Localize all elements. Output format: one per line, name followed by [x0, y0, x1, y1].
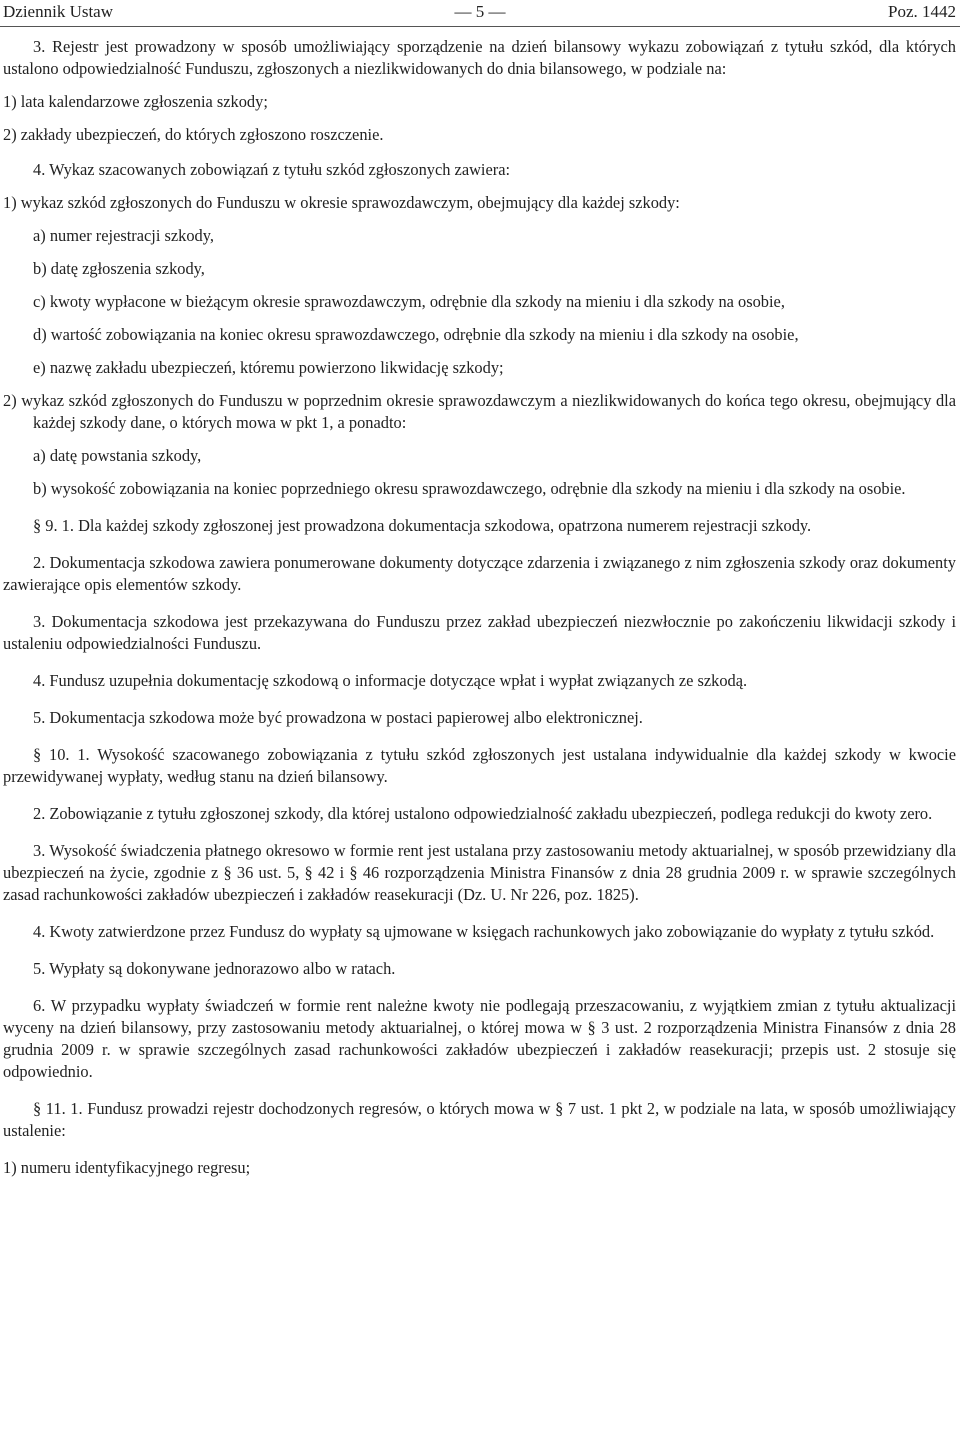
paragraph: 2. Zobowiązanie z tytułu zgłoszonej szkody, dla której ustalono odpowiedzialność zakładu ubezpieczeń, podlega redukcji do kwoty zero. [33, 804, 933, 823]
paragraph: 3. Rejestr jest prowadzony w sposób umożliwiający sporządzenie na dzień bilansowy wykazu zobowiązań z tytułu szkód, dla których ustalono odpowiedzialność Funduszu, zgłoszonych a niezlikwidowanych do dnia bilansowego, w podziale na: [3, 37, 956, 78]
page-header [0, 0, 960, 27]
sub-list-item: d) wartość zobowiązania na koniec okresu sprawozdawczego, odrębnie dla szkody na mieniu i dla szkody na osobie, [33, 325, 799, 344]
paragraph: 4. Kwoty zatwierdzone przez Fundusz do wypłaty są ujmowane w księgach rachunkowych jako zobowiązanie do wypłaty z tytułu szkód. [33, 922, 935, 941]
position-number: Poz. 1442 [888, 2, 956, 21]
list-item: 2) wykaz szkód zgłoszonych do Funduszu w poprzednim okresie sprawozdawczym a niezlikwidowanych do końca tego okresu, obejmujący dla każdej szkody dane, o których mowa w pkt 1, a ponadto: [3, 391, 956, 432]
sub-list-item: b) datę zgłoszenia szkody, [33, 259, 205, 278]
sub-list-item: c) kwoty wypłacone w bieżącym okresie sprawozdawczym, odrębnie dla szkody na mieniu i dla szkody na osobie, [33, 292, 785, 311]
paragraph: 3. Dokumentacja szkodowa jest przekazywana do Funduszu przez zakład ubezpieczeń niezwłocznie po zakończeniu likwidacji szkody i ustaleniu odpowiedzialności Funduszu. [3, 612, 956, 653]
list-item: 2) zakłady ubezpieczeń, do których zgłoszono roszczenie. [3, 125, 384, 144]
paragraph: 3. Wysokość świadczenia płatnego okresowo w formie rent jest ustalana przy zastosowaniu metody aktuarialnej, w sposób przewidziany dla ubezpieczeń na życie, zgodnie z § 36 ust. 5, § 42 i § 46 rozporządzenia Ministra Finansów z dnia 28 grudnia 2009 r. w sprawie szczególnych zasad rachunkowości zakładów ubezpieczeń i zakładów reasekuracji (Dz. U. Nr 226, poz. 1825). [3, 841, 956, 904]
document-body [3, 36, 956, 1190]
paragraph: 5. Dokumentacja szkodowa może być prowadzona w postaci papierowej albo elektronicznej. [33, 708, 643, 727]
sub-list-item: a) datę powstania szkody, [33, 446, 202, 465]
list-item: 1) lata kalendarzowe zgłoszenia szkody; [3, 92, 268, 111]
page-number: — 5 — [454, 2, 506, 21]
paragraph: 5. Wypłaty są dokonywane jednorazowo albo w ratach. [33, 959, 396, 978]
journal-title: Dziennik Ustaw [3, 2, 114, 21]
paragraph: 4. Wykaz szacowanych zobowiązań z tytułu szkód zgłoszonych zawiera: [33, 160, 511, 179]
sub-list-item: e) nazwę zakładu ubezpieczeń, któremu powierzono likwidację szkody; [33, 358, 504, 377]
paragraph: 4. Fundusz uzupełnia dokumentację szkodową o informacje dotyczące wpłat i wypłat związanych ze szkodą. [33, 671, 748, 690]
list-item: 1) numeru identyfikacyjnego regresu; [3, 1158, 251, 1177]
paragraph: 6. W przypadku wypłaty świadczeń w formie rent należne kwoty nie podlegają przeszacowaniu, z wyjątkiem zmian z tytułu aktualizacji wyceny na dzień bilansowy, przy zastosowaniu metody aktuarialnej, o której mowa w § 3 ust. 2 rozporządzenia Ministra Finansów z dnia 28 grudnia 2009 r. w sprawie szczególnych zasad rachunkowości zakładów ubezpieczeń i zakładów reasekuracji; przepis ust. 2 stosuje się odpowiednio. [3, 996, 956, 1081]
section-paragraph: § 9. 1. Dla każdej szkody zgłoszonej jest prowadzona dokumentacja szkodowa, opatrzona numerem rejestracji szkody. [33, 516, 812, 535]
paragraph: 2. Dokumentacja szkodowa zawiera ponumerowane dokumenty dotyczące zdarzenia i związanego z nim zgłoszenia szkody oraz dokumenty zawierające opis elementów szkody. [3, 553, 956, 594]
section-paragraph: § 11. 1. Fundusz prowadzi rejestr dochodzonych regresów, o których mowa w § 7 ust. 1 pkt 2, w podziale na lata, w sposób umożliwiający ustalenie: [3, 1099, 956, 1140]
list-item: 1) wykaz szkód zgłoszonych do Funduszu w okresie sprawozdawczym, obejmujący dla każdej szkody: [3, 193, 680, 212]
sub-list-item: b) wysokość zobowiązania na koniec poprzedniego okresu sprawozdawczego, odrębnie dla szkody na mieniu i dla szkody na osobie. [33, 479, 906, 498]
section-paragraph: § 10. 1. Wysokość szacowanego zobowiązania z tytułu szkód zgłoszonych jest ustalana indywidualnie dla każdej szkody w kwocie przewidywanej wypłaty, według stanu na dzień bilansowy. [3, 745, 956, 786]
sub-list-item: a) numer rejestracji szkody, [33, 226, 214, 245]
